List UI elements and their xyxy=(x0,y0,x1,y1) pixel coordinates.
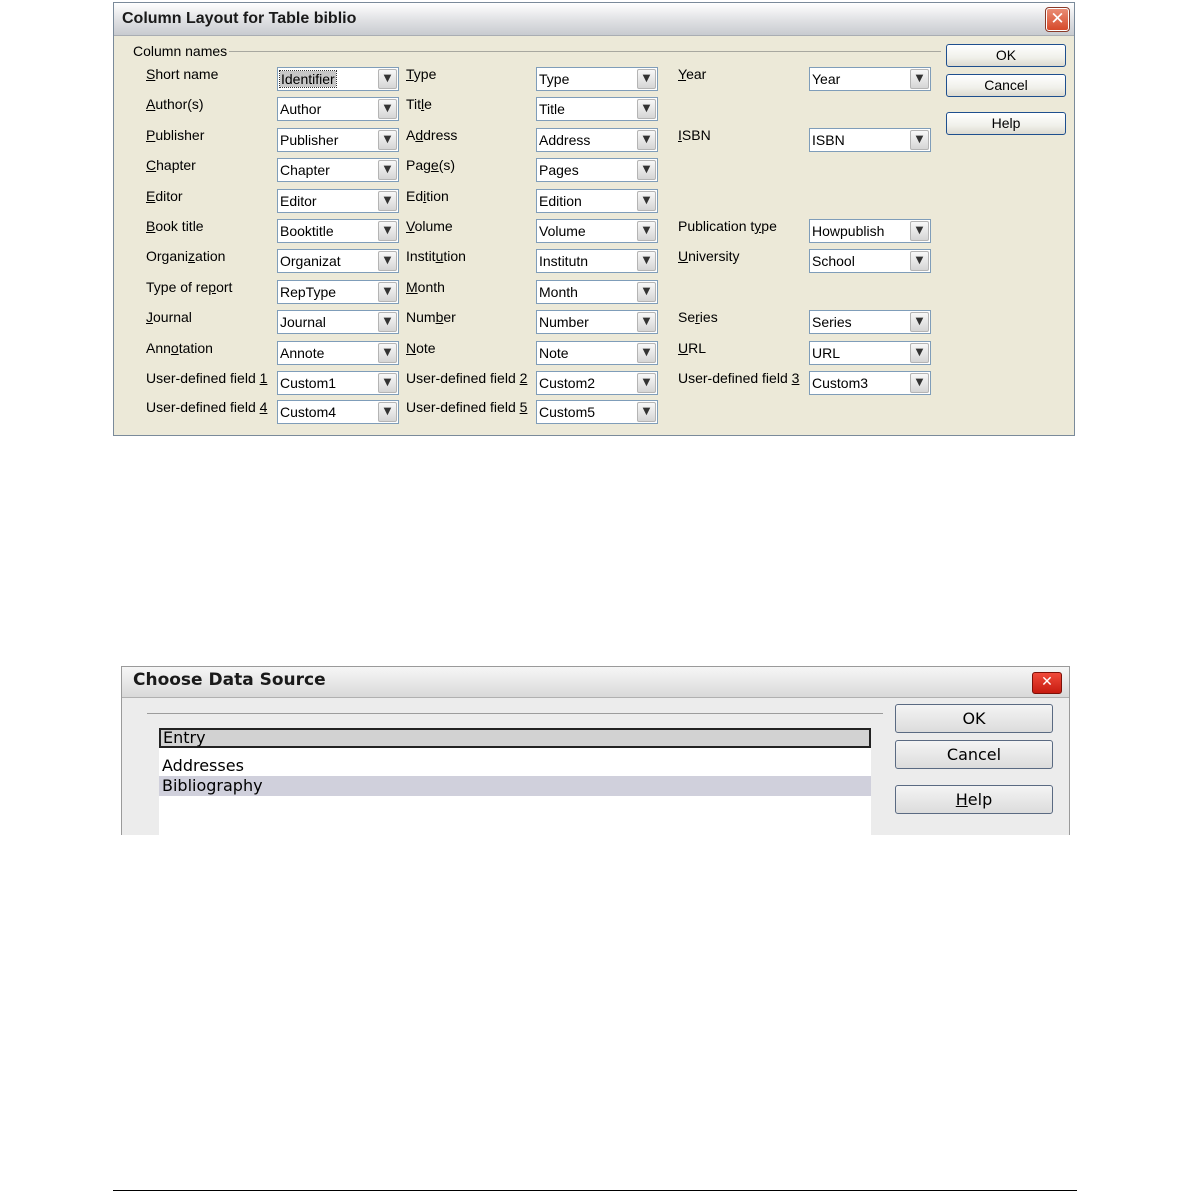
label-mnemonic: d xyxy=(415,127,424,143)
label-text: User-defined field xyxy=(146,399,260,415)
group-divider xyxy=(223,51,941,52)
chevron-down-icon[interactable]: ▼ xyxy=(637,99,656,119)
label-mnemonic: 4 xyxy=(259,399,268,415)
label-mnemonic: Y xyxy=(678,66,687,82)
chevron-down-icon[interactable]: ▼ xyxy=(637,251,656,271)
dropdown-value: Author xyxy=(280,101,322,117)
dropdown-value: Month xyxy=(539,284,578,300)
number-label xyxy=(406,309,456,325)
label-mnemonic: P xyxy=(146,127,156,143)
edition-label xyxy=(406,188,449,204)
chapter-dropdown[interactable] xyxy=(277,158,399,182)
dropdown-value: School xyxy=(812,253,855,269)
dropdown-value: Number xyxy=(539,314,589,330)
label-mnemonic: e xyxy=(430,157,439,173)
label-text: ies xyxy=(699,309,718,325)
label-text: dress xyxy=(423,127,458,143)
cancel-button[interactable]: Cancel xyxy=(946,74,1066,97)
institution-label xyxy=(406,248,466,264)
dropdown-value: Editor xyxy=(280,193,317,209)
journal-dropdown[interactable] xyxy=(277,310,399,334)
chevron-down-icon[interactable]: ▼ xyxy=(910,221,929,241)
dropdown-value: Edition xyxy=(539,193,582,209)
chevron-down-icon[interactable]: ▼ xyxy=(910,251,929,271)
edition-dropdown[interactable] xyxy=(536,189,658,213)
month-label xyxy=(406,279,445,295)
label-text: onth xyxy=(417,279,445,295)
volume-label xyxy=(406,218,453,234)
label-text: Se xyxy=(678,309,696,325)
user-defined-field-5-dropdown[interactable] xyxy=(536,400,658,424)
list-header[interactable]: Entry xyxy=(159,728,871,748)
label-mnemonic: u xyxy=(435,248,444,264)
label-mnemonic: T xyxy=(406,66,414,82)
dropdown-value: Organizat xyxy=(280,253,341,269)
year-dropdown[interactable] xyxy=(809,67,931,91)
annotation-label xyxy=(146,340,213,356)
user-defined-field-4-label xyxy=(146,399,267,415)
chevron-down-icon[interactable]: ▼ xyxy=(637,343,656,363)
label-mnemonic: E xyxy=(146,188,156,204)
type-label xyxy=(406,66,436,82)
label-text: A xyxy=(406,127,416,143)
help-mnemonic: H xyxy=(955,790,968,809)
short-name-dropdown[interactable] xyxy=(277,67,399,91)
dialog-title: Choose Data Source xyxy=(133,670,326,690)
volume-dropdown[interactable] xyxy=(536,219,658,243)
chevron-down-icon[interactable]: ▼ xyxy=(378,160,397,180)
publisher-dropdown[interactable] xyxy=(277,128,399,152)
label-mnemonic: 1 xyxy=(259,370,268,386)
label-text: ournal xyxy=(153,309,192,325)
institution-dropdown[interactable] xyxy=(536,249,658,273)
label-text: ublisher xyxy=(155,127,205,143)
label-text: er xyxy=(443,309,456,325)
dropdown-value: Pages xyxy=(539,162,579,178)
short-name-label xyxy=(146,66,218,82)
chapter-label xyxy=(146,157,196,173)
column-layout-dialog xyxy=(113,2,1075,436)
dropdown-value: Note xyxy=(539,345,569,361)
label-mnemonic: N xyxy=(406,340,417,356)
label-text: tion xyxy=(426,188,449,204)
label-text: uthor(s) xyxy=(155,96,204,112)
dropdown-value: Title xyxy=(539,101,565,117)
help-button[interactable] xyxy=(895,785,1053,814)
help-button[interactable]: Help xyxy=(946,112,1066,135)
label-text: User-defined field xyxy=(406,399,520,415)
label-text: ditor xyxy=(155,188,183,204)
chevron-down-icon[interactable]: ▼ xyxy=(637,373,656,393)
label-text: olume xyxy=(414,218,453,234)
type-of-report-dropdown[interactable] xyxy=(277,280,399,304)
user-defined-field-2-label xyxy=(406,370,527,386)
label-text: hort name xyxy=(155,66,219,82)
user-defined-field-3-dropdown[interactable] xyxy=(809,371,931,395)
label-mnemonic: V xyxy=(406,218,415,234)
publication-type-label xyxy=(678,218,777,234)
choose-data-source-dialog xyxy=(121,666,1070,835)
label-mnemonic: J xyxy=(146,309,153,325)
chevron-down-icon[interactable]: ▼ xyxy=(378,343,397,363)
dialog-title: Column Layout for Table biblio xyxy=(122,10,357,27)
chevron-down-icon[interactable]: ▼ xyxy=(637,160,656,180)
ok-button[interactable]: OK xyxy=(895,704,1053,733)
dropdown-value: Address xyxy=(539,132,591,148)
dropdown-value: Custom4 xyxy=(280,404,337,420)
chevron-down-icon[interactable]: ▼ xyxy=(637,402,656,422)
chevron-down-icon[interactable]: ▼ xyxy=(378,69,397,89)
label-mnemonic: r xyxy=(695,309,700,325)
label-text: Num xyxy=(406,309,436,325)
editor-dropdown[interactable] xyxy=(277,189,399,213)
note-label xyxy=(406,340,436,356)
user-defined-field-2-dropdown[interactable] xyxy=(536,371,658,395)
page-s-label xyxy=(406,157,455,173)
label-text: Ann xyxy=(146,340,171,356)
chevron-down-icon[interactable]: ▼ xyxy=(910,130,929,150)
label-mnemonic: i xyxy=(423,188,427,204)
label-mnemonic: y xyxy=(754,218,762,234)
label-mnemonic: U xyxy=(678,248,689,264)
label-text: (s) xyxy=(438,157,456,173)
dropdown-value: Volume xyxy=(539,223,586,239)
dropdown-value: Custom3 xyxy=(812,375,869,391)
label-text: Tit xyxy=(406,96,422,112)
title-bar xyxy=(122,666,1069,698)
user-defined-field-5-label xyxy=(406,399,527,415)
dropdown-value: Custom2 xyxy=(539,375,596,391)
chevron-down-icon[interactable]: ▼ xyxy=(910,373,929,393)
organization-dropdown[interactable] xyxy=(277,249,399,273)
month-dropdown[interactable] xyxy=(536,280,658,304)
dropdown-value: Publisher xyxy=(280,132,339,148)
author-s-dropdown[interactable] xyxy=(277,97,399,121)
dropdown-value: Booktitle xyxy=(280,223,334,239)
dropdown-value: URL xyxy=(812,345,841,361)
university-dropdown[interactable] xyxy=(809,249,931,273)
label-text: User-defined field xyxy=(406,370,520,386)
chevron-down-icon[interactable]: ▼ xyxy=(637,221,656,241)
chevron-down-icon[interactable]: ▼ xyxy=(378,99,397,119)
type-of-report-label xyxy=(146,279,232,295)
chevron-down-icon[interactable]: ▼ xyxy=(378,191,397,211)
label-text: Publication t xyxy=(678,218,755,234)
chevron-down-icon[interactable]: ▼ xyxy=(378,251,397,271)
label-text: User-defined field xyxy=(146,370,260,386)
chevron-down-icon[interactable]: ▼ xyxy=(378,282,397,302)
chevron-down-icon[interactable]: ▼ xyxy=(637,282,656,302)
publisher-label xyxy=(146,127,204,143)
label-mnemonic: C xyxy=(146,157,157,173)
dropdown-value: Custom1 xyxy=(280,375,337,391)
group-title: Column names xyxy=(133,43,228,59)
ok-button[interactable]: OK xyxy=(946,44,1066,67)
separator xyxy=(147,713,883,714)
dropdown-value: Series xyxy=(812,314,852,330)
label-text: ype xyxy=(413,66,437,82)
publication-type-dropdown[interactable] xyxy=(809,219,931,243)
label-mnemonic: B xyxy=(146,218,156,234)
label-mnemonic: z xyxy=(188,248,196,264)
series-label xyxy=(678,309,718,325)
dropdown-value: Chapter xyxy=(280,162,330,178)
user-defined-field-1-dropdown[interactable] xyxy=(277,371,399,395)
dropdown-value: Type xyxy=(539,71,570,87)
chevron-down-icon[interactable]: ▼ xyxy=(910,312,929,332)
label-text: Ed xyxy=(406,188,424,204)
university-label xyxy=(678,248,739,264)
label-text: pe xyxy=(761,218,777,234)
label-text: ote xyxy=(416,340,436,356)
dropdown-value: Annote xyxy=(280,345,325,361)
dropdown-value: RepType xyxy=(280,284,337,300)
user-defined-field-4-dropdown[interactable] xyxy=(277,400,399,424)
label-text: RL xyxy=(688,340,707,356)
note-dropdown[interactable] xyxy=(536,341,658,365)
label-text: tation xyxy=(178,340,213,356)
label-text: hapter xyxy=(156,157,196,173)
label-mnemonic: I xyxy=(678,127,682,143)
organization-label xyxy=(146,248,225,264)
chevron-down-icon[interactable]: ▼ xyxy=(637,69,656,89)
title-bar xyxy=(114,3,1074,36)
column-names-group xyxy=(119,43,941,433)
journal-label xyxy=(146,309,192,325)
isbn-dropdown[interactable] xyxy=(809,128,931,152)
user-defined-field-3-label xyxy=(678,370,799,386)
label-text: Type of re xyxy=(146,279,209,295)
label-mnemonic: p xyxy=(208,279,217,295)
close-icon[interactable]: ✕ xyxy=(1032,672,1062,694)
label-text: niversity xyxy=(688,248,740,264)
label-text: SBN xyxy=(681,127,711,143)
label-mnemonic: A xyxy=(146,96,156,112)
page-s-dropdown[interactable] xyxy=(536,158,658,182)
page-rule xyxy=(113,1190,1077,1191)
chevron-down-icon[interactable]: ▼ xyxy=(378,373,397,393)
url-dropdown[interactable] xyxy=(809,341,931,365)
number-dropdown[interactable] xyxy=(536,310,658,334)
label-mnemonic: 3 xyxy=(791,370,800,386)
dropdown-value: Year xyxy=(812,71,841,87)
cancel-button[interactable]: Cancel xyxy=(895,740,1053,769)
title-dropdown[interactable] xyxy=(536,97,658,121)
label-text: ation xyxy=(195,248,226,264)
annotation-dropdown[interactable] xyxy=(277,341,399,365)
dropdown-value: Journal xyxy=(280,314,326,330)
dropdown-value: Identifier xyxy=(281,71,335,87)
label-mnemonic: 2 xyxy=(519,370,528,386)
series-dropdown[interactable] xyxy=(809,310,931,334)
label-mnemonic: M xyxy=(406,279,418,295)
label-text: ook title xyxy=(155,218,204,234)
list-item[interactable]: Addresses xyxy=(162,756,244,775)
type-dropdown[interactable] xyxy=(536,67,658,91)
dropdown-value: Custom5 xyxy=(539,404,596,420)
label-text: Organi xyxy=(146,248,189,264)
url-label xyxy=(678,340,706,356)
list-item[interactable]: Bibliography xyxy=(159,776,871,796)
label-mnemonic: S xyxy=(146,66,156,82)
book-title-label xyxy=(146,218,204,234)
address-label xyxy=(406,127,457,143)
label-mnemonic: b xyxy=(435,309,444,325)
author-s-label xyxy=(146,96,204,112)
book-title-dropdown[interactable] xyxy=(277,219,399,243)
chevron-down-icon[interactable]: ▼ xyxy=(378,221,397,241)
label-mnemonic: 5 xyxy=(519,399,528,415)
chevron-down-icon[interactable]: ▼ xyxy=(910,69,929,89)
isbn-label xyxy=(678,127,711,143)
dropdown-value: ISBN xyxy=(812,132,845,148)
chevron-down-icon[interactable]: ▼ xyxy=(637,130,656,150)
dropdown-value: Institutn xyxy=(539,253,589,269)
label-mnemonic: o xyxy=(170,340,179,356)
chevron-down-icon[interactable]: ▼ xyxy=(378,130,397,150)
data-source-list[interactable] xyxy=(159,728,871,835)
label-text: ear xyxy=(686,66,707,82)
label-text: Instit xyxy=(406,248,436,264)
chevron-down-icon[interactable]: ▼ xyxy=(910,343,929,363)
chevron-down-icon[interactable]: ▼ xyxy=(378,402,397,422)
address-dropdown[interactable] xyxy=(536,128,658,152)
label-text: ort xyxy=(216,279,233,295)
label-text: User-defined field xyxy=(678,370,792,386)
close-icon[interactable]: ✕ xyxy=(1046,8,1069,31)
user-defined-field-1-label xyxy=(146,370,267,386)
chevron-down-icon[interactable]: ▼ xyxy=(378,312,397,332)
title-label xyxy=(406,96,432,112)
dropdown-value: Howpublish xyxy=(812,223,885,239)
chevron-down-icon[interactable]: ▼ xyxy=(637,191,656,211)
label-text: e xyxy=(424,96,432,112)
label-mnemonic: U xyxy=(678,340,689,356)
label-text: tion xyxy=(443,248,466,264)
label-text: Pag xyxy=(406,157,431,173)
chevron-down-icon[interactable]: ▼ xyxy=(637,312,656,332)
year-label xyxy=(678,66,706,82)
label-mnemonic: l xyxy=(421,96,425,112)
help-label-post: elp xyxy=(967,790,993,809)
editor-label xyxy=(146,188,183,204)
